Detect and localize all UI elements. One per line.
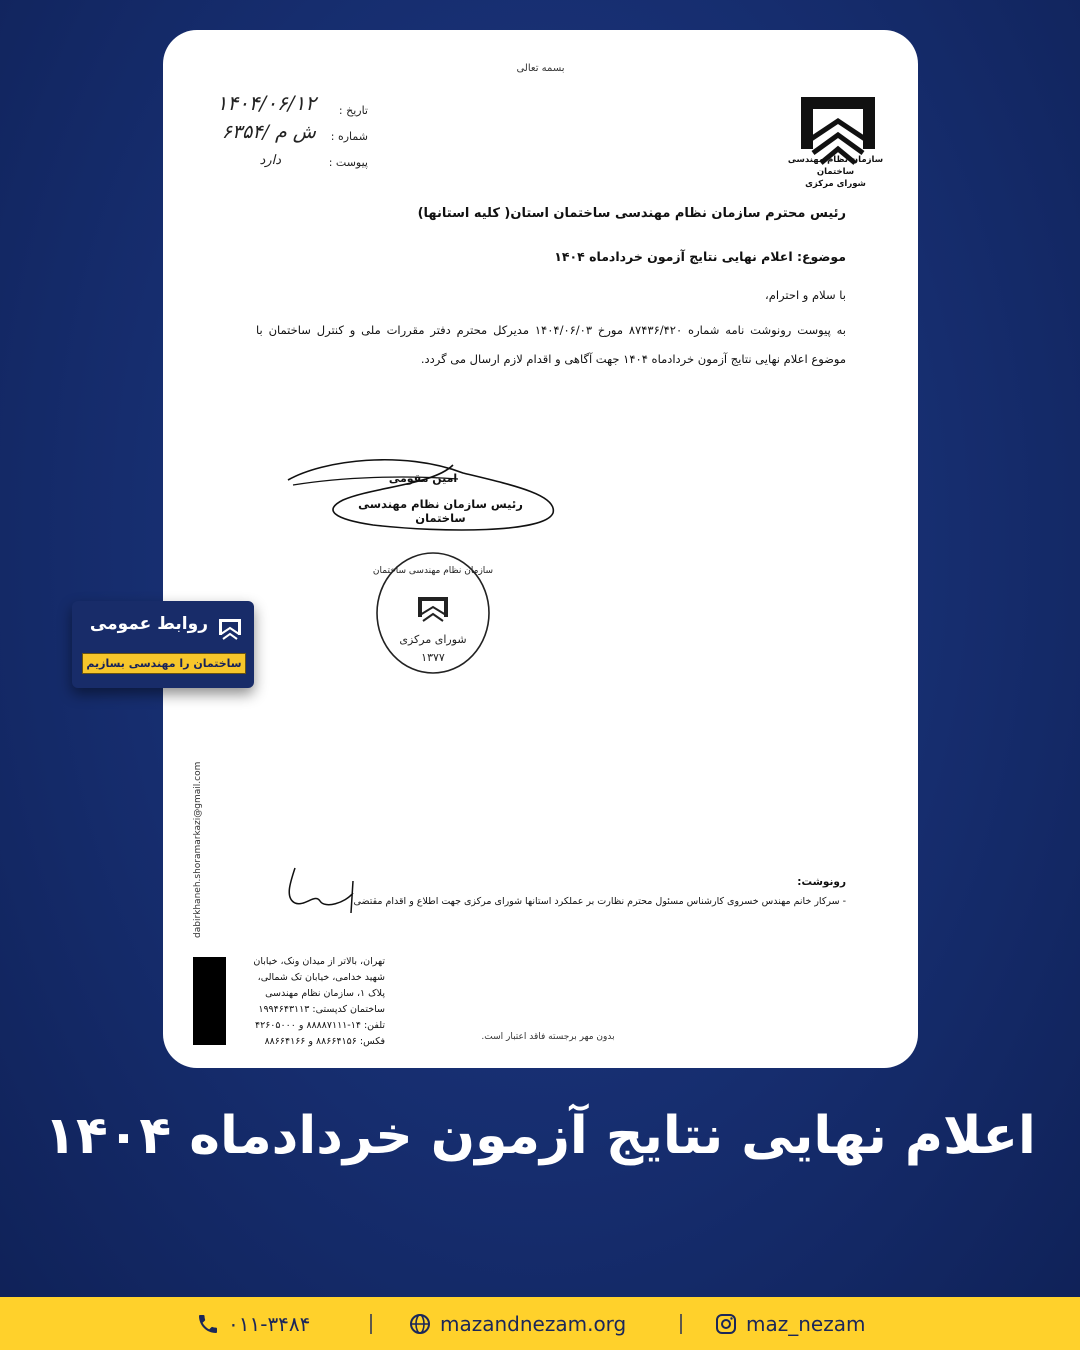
footer-phone[interactable] (196, 1297, 310, 1350)
cc-text: - سرکار خانم مهندس خسروی کارشناس مسئول محترم نظارت بر عملکرد استانها شورای مرکزی جهت اطلاع و اقدام مقتضی (353, 896, 846, 907)
attachment-value: دارد (259, 153, 281, 168)
website-url: mazandnezam.org (440, 1311, 627, 1336)
public-relations-badge (72, 601, 254, 688)
addressee: رئیس محترم سازمان نظام مهندسی ساختمان استان( کلیه استانها) (417, 206, 846, 221)
official-stamp (368, 545, 498, 680)
footer-website[interactable] (408, 1297, 626, 1350)
address-line: تهران، بالاتر از میدان ونک، خیابان (253, 956, 385, 967)
barcode (193, 957, 226, 1045)
badge-subtitle: ساختمان را مهندسی بسازیم (82, 653, 246, 674)
address-line: ساختمان کدپستی: ۱۹۹۴۶۴۳۱۱۳ (258, 1004, 385, 1015)
signer-name: امین مقومی (388, 472, 458, 485)
footer-bar (0, 1297, 1080, 1350)
number-label: شماره : (330, 130, 368, 143)
address-line: شهید خدامی، خیابان تک شمالی، (257, 972, 385, 983)
footnote: بدون مهر برجسته فاقد اعتبار است. (481, 1032, 615, 1042)
number-value: ۶۳۵۴/ ش م (221, 121, 316, 143)
org-logo-text (773, 155, 898, 191)
instagram-icon (714, 1312, 738, 1336)
phone-icon (196, 1312, 220, 1336)
address-block (235, 954, 385, 1050)
address-line: تلفن: ۱۴-۸۸۸۸۷۱۱۱ و ۴۲۶۰۵۰۰۰ (255, 1020, 385, 1031)
cc-label: رونوشت: (797, 876, 846, 888)
greeting: با سلام و احترام، (765, 288, 846, 302)
stamp-year-text: ۱۳۷۷ (421, 651, 445, 664)
letter-paper (163, 30, 918, 1068)
letter-body: به پیوست رونوشت نامه شماره ۸۷۴۳۶/۴۲۰ مورخ ۱۴۰۴/۰۶/۰۳ مدیرکل محترم دفتر مقررات ملی و کنترل ساختمان با موضوع اعلام نهایی نتایج آزمون خردادماه ۱۴۰۴ جهت آگاهی و اقدام لازم ارسال می گردد. (256, 323, 847, 366)
footer-instagram[interactable] (714, 1297, 865, 1350)
handwritten-meta (181, 88, 321, 173)
footer-divider (370, 1314, 372, 1334)
vertical-email: dabirkhaneh.shoramarkazi@gmail.com (193, 761, 203, 939)
headline: اعلام نهایی نتایج آزمون خردادماه ۱۴۰۴ (44, 1106, 1036, 1166)
address-line: پلاک ۱، سازمان نظام مهندسی (265, 988, 385, 999)
instagram-handle: maz_nezam (746, 1311, 866, 1336)
phone-number: ۰۱۱-۳۴۸۴ (228, 1311, 311, 1336)
org-council: شورای مرکزی (805, 178, 866, 189)
attachment-label: پیوست : (328, 156, 368, 169)
stamp-mid-text: شورای مرکزی (399, 633, 467, 646)
subject: موضوع: اعلام نهایی نتایج آزمون خردادماه ۱۴۰۴ (554, 249, 846, 264)
bismillah: بسمه تعالی (516, 63, 565, 74)
cc-initials (275, 863, 360, 923)
letter-meta (313, 98, 368, 176)
org-name: سازمان نظام مهندسی ساختمان (787, 155, 884, 177)
footer-divider (680, 1314, 682, 1334)
stamp-top-text: سازمان نظام مهندسی ساختمان (372, 566, 494, 576)
date-label: تاریخ : (338, 104, 368, 117)
badge-title: روابط عمومی (89, 614, 208, 634)
address-line: فکس: ۸۸۶۶۴۱۵۶ و ۸۸۶۶۴۱۶۶ (264, 1036, 385, 1047)
org-logo-icon (215, 617, 245, 645)
date-value: ۱۴۰۴/۰۶/۱۲ (216, 91, 316, 115)
globe-icon (408, 1312, 432, 1336)
signer-title: رئیس سازمان نظام مهندسی ساختمان (358, 497, 523, 525)
